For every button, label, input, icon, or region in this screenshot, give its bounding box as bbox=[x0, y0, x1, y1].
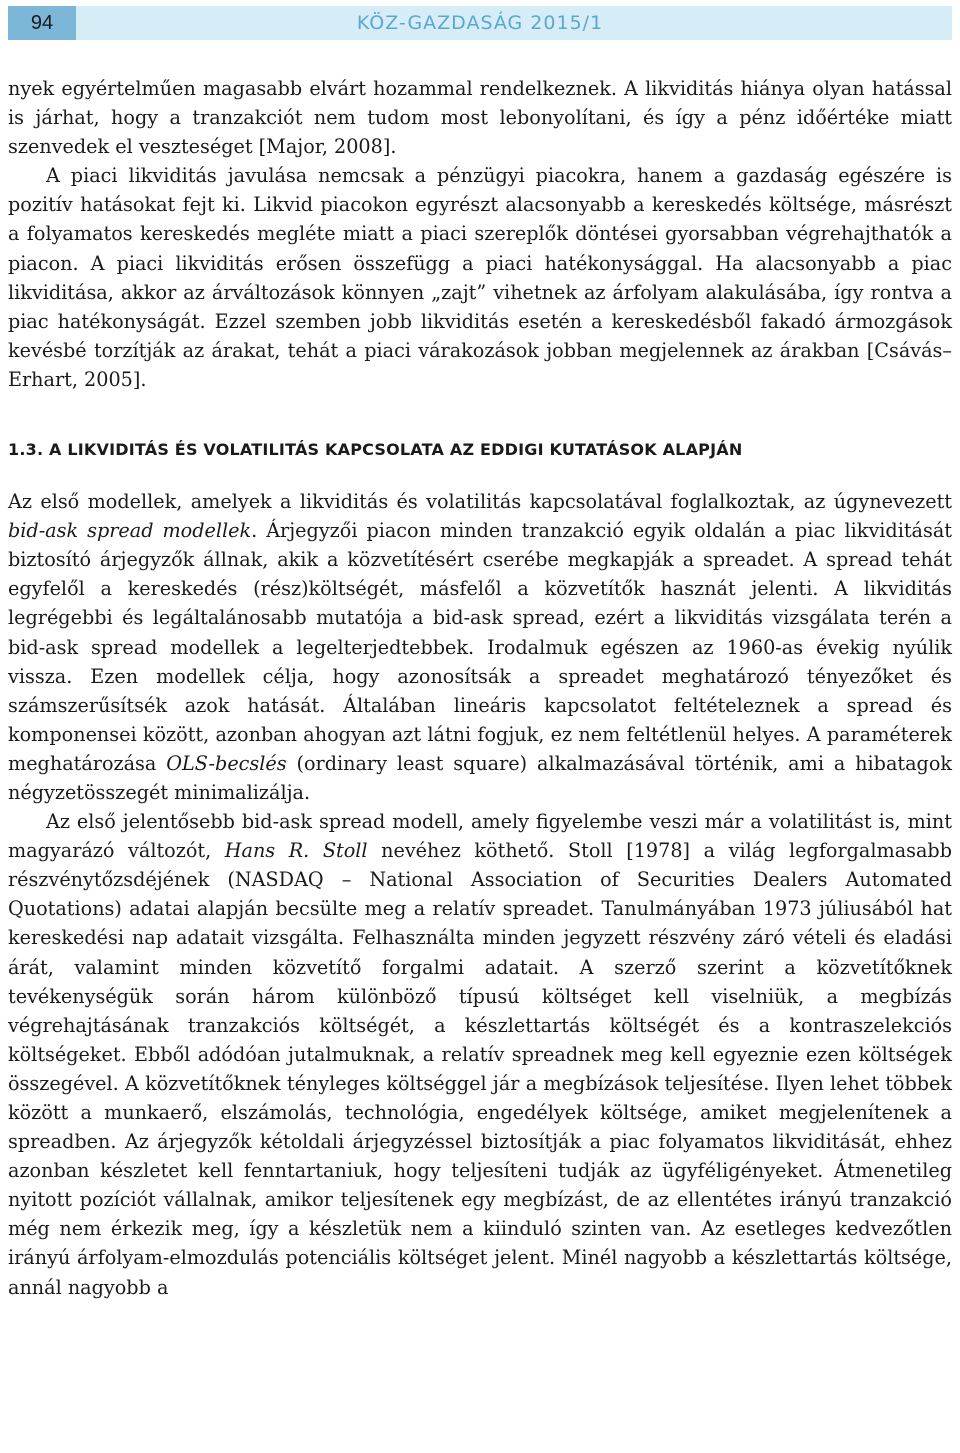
page-number: 94 bbox=[8, 6, 76, 40]
italic-term-bid-ask: bid-ask spread modellek bbox=[8, 519, 252, 543]
text-segment: nevéhez köthető. Stoll [1978] a világ legforgalmasabb részvénytőzsdéjének (NASDAQ – National Association of Securities Dealers Automated Quotations) adatai alapján becsülte meg a relatív spreadet. Tanulmányában 1973 júliusából hat kereskedési nap adatait vizsgálta. Felhasználta minden jegyzett részvény záró vételi és eladási árát, valamint minden közvetítő forgalmi adatait. A szerző szerint a közvetítőknek tevékenységük során három különböző típusú költséget kell viselniük, a megbízás végrehajtásának tranzakciós költségét, a készlettartás költségét és a kontraszelekciós költségeket. Ebből adódóan jutalmuknak, a relatív spreadnek meg kell egyeznie ezen költségek összegével. A közvetítőknek tényleges költséggel jár a megbízások teljesítése. Ilyen lehet többek között a munkaerő, elszámolás, technológia, engedélyek költsége, amiket megjelenítenek a spreadben. Az árjegyzők kétoldali árjegyzéssel biztosítják a piac folyamatos likviditását, ehhez azonban készletet kell fenntartaniuk, hogy teljesíteni tudják az ügyféligényeket. Átmenetileg nyitott pozíciót vállalnak, amikor teljesítenek egy megbízást, de az ellentétes irányú tranzakció még nem érkezik meg, így a készletük nem a kiinduló szinten van. Az esetleges kedvezőtlen irányú árfolyam-elmozdulás potenciális költséget jelent. Minél nagyobb a készlettartás költsége, annál nagyobb a bbox=[8, 839, 952, 1299]
text-segment: . Árjegyzői piacon minden tranzakció egyik oldalán a piac likviditását biztosító árjegyzők állnak, akik a közvetítésért cserébe megkapják a spreadet. A spread tehát egyfelől a kereskedés (rész)költségét, másfelől a közvetítők hasznát jelenti. A likviditás legrégebbi és legáltalánosabb mutatója a bid-ask spread, ezért a likviditás vizsgálata terén a bid-ask spread modellek a legelterjedtebbek. Irodalmuk egészen az 1960-as évekig nyúlik vissza. Ezen modellek célja, hogy azonosítsák a spreadet meghatározó tényezőket és számszerűsítsék azok hatását. Általában lineáris kapcsolatot feltételeznek a spread és komponensei között, azonban ahogyan azt látni fogjuk, ez nem feltétlenül helyes. A paraméterek meghatározása bbox=[8, 519, 952, 775]
paragraph-market-liquidity: A piaci likviditás javulása nemcsak a pénzügyi piacokra, hanem a gazdaság egészére is pozitív hatásokat fejt ki. Likvid piacokon egyrészt alacsonyabb a kereskedés költsége, másrészt a folyamatos kereskedés megléte miatt a piaci szereplők döntései gyorsabban végrehajthatók a piacon. A piaci likviditás erősen összefügg a piaci hatékonysággal. Ha alacsonyabb a piac likviditása, akkor az árváltozások könnyen „zajt” vihetnek az árfolyam alakulásába, így rontva a piac hatékonyságát. Ezzel szemben jobb likviditás esetén a kereskedésből fakadó ármozgások kevésbé torzítják az árakat, tehát a piaci várakozások jobban megjelennek az árakban [Csávás–Erhart, 2005]. bbox=[8, 164, 952, 391]
text-segment: Az első modellek, amelyek a likviditás és volatilitás kapcsolatával foglalkoztak, az úgynevezett bbox=[8, 490, 952, 514]
italic-author-name: Hans R. Stoll bbox=[224, 839, 368, 863]
paragraph-bid-ask-models bbox=[8, 487, 952, 807]
text-segment: (ordinary least square) alkalmazásával történik, ami a hibatagok négyzetösszegét minimalizálja. bbox=[8, 751, 952, 804]
text-segment: Az első jelentősebb bid-ask spread modell, amely figyelembe veszi már a volatilitást is, mint magyarázó változót, bbox=[8, 810, 952, 863]
section-heading: 1.3. A LIKVIDITÁS ÉS VOLATILITÁS KAPCSOLATA AZ EDDIGI KUTATÁSOK ALAPJÁN bbox=[8, 440, 743, 460]
italic-term-ols: OLS-becslés bbox=[166, 751, 287, 775]
paragraph-continuation: nyek egyértelműen magasabb elvárt hozammal rendelkeznek. A likviditás hiánya olyan hatással is járhat, hogy a tranzakciót nem tudom most lebonyolítani, és így a pénz időértéke miatt szenvedek el veszteséget [Major, 2008]. bbox=[8, 77, 952, 159]
article-body bbox=[8, 74, 952, 1302]
journal-title: KÖZ-GAZDASÁG 2015/1 bbox=[356, 12, 604, 34]
paragraph-stoll-model bbox=[8, 807, 952, 1302]
